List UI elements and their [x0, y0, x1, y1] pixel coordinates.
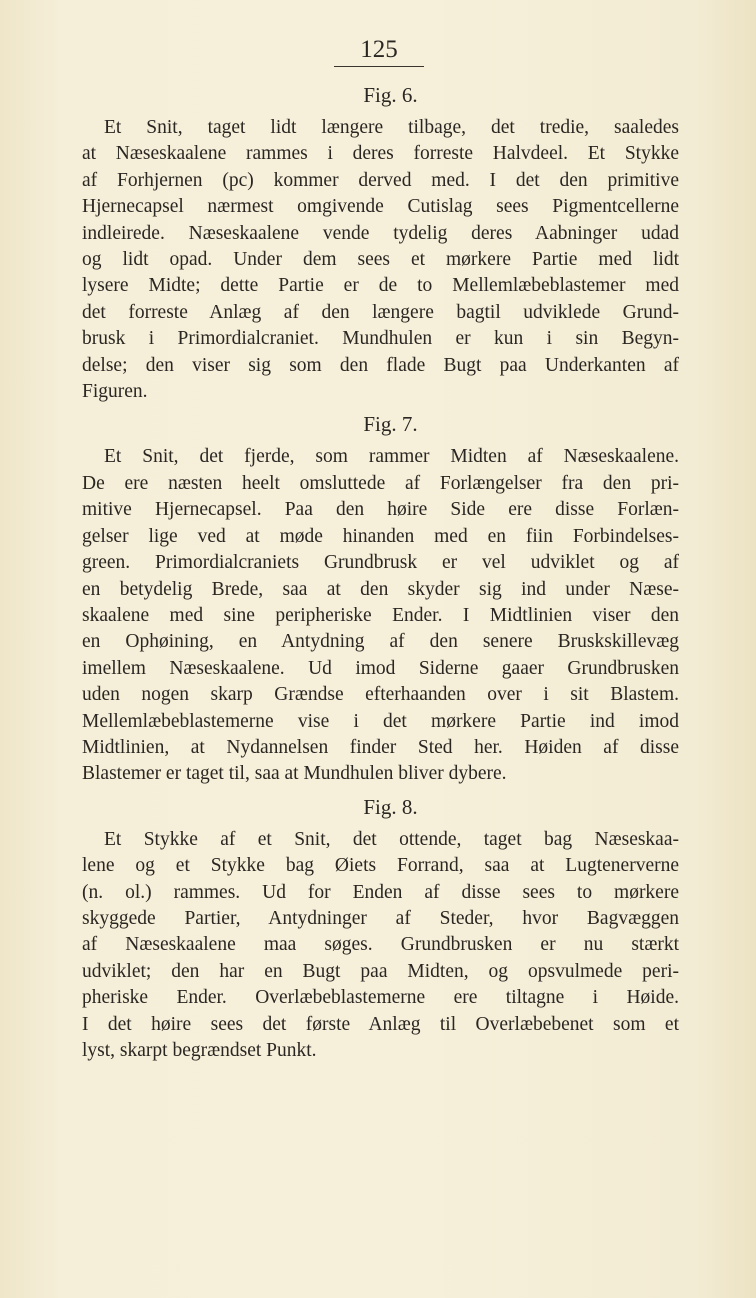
text-line: mitive Hjernecapsel. Paa den høire Side ere disse Forlæn-: [82, 499, 679, 521]
figure-description: [82, 115, 679, 405]
text-line: pheriske Ender. Overlæbeblastemerne ere tiltagne i Høide.: [82, 987, 679, 1009]
text-line: delse; den viser sig som den flade Bugt paa Underkanten af: [82, 354, 679, 376]
text-line: green. Primordialcraniets Grundbrusk er vel udviklet og af: [82, 552, 679, 574]
text-line: Blastemer er taget til, saa at Mundhulen bliver dybere.: [82, 763, 507, 785]
section-fig-8: [82, 794, 679, 1065]
text-line: imellem Næseskaalene. Ud imod Siderne gaaer Grundbrusken: [82, 657, 679, 679]
text-line: af Næseskaalene maa søges. Grundbrusken er nu stærkt: [82, 934, 679, 956]
text-line: De ere næsten heelt omsluttede af Forlængelser fra den pri-: [82, 472, 679, 494]
text-line: lyst, skarpt begrændset Punkt.: [82, 1040, 317, 1061]
text-line: Midtlinien, at Nydannelsen finder Sted her. Høiden af disse: [82, 736, 679, 758]
text-line: det forreste Anlæg af den længere bagtil udviklede Grund-: [82, 301, 679, 323]
text-line: udviklet; den har en Bugt paa Midten, og opsvulmede peri-: [82, 960, 679, 982]
text-line: Et Stykke af et Snit, det ottende, taget bag Næseskaa-: [104, 828, 679, 850]
text-line: skaalene med sine peripheriske Ender. I Midtlinien viser den: [82, 604, 679, 626]
text-line: gelser lige ved at møde hinanden med en fiin Forbindelses-: [82, 525, 679, 547]
text-line: Figuren.: [82, 381, 148, 403]
text-line: Et Snit, taget lidt længere tilbage, det tredie, saaledes: [104, 117, 679, 138]
text-line: uden nogen skarp Grændse efterhaanden over i sit Blastem.: [82, 684, 679, 706]
text-line: indleirede. Næseskaalene vende tydelig deres Aabninger udad: [82, 222, 679, 244]
text-line: og lidt opad. Under dem sees et mørkere Partie med lidt: [82, 249, 679, 271]
section-fig-7: [82, 411, 679, 787]
figure-heading: Fig. 8.: [363, 794, 418, 819]
text-line: lene og et Stykke bag Øiets Forrand, saa at Lugtenerverne: [82, 855, 679, 877]
page-number-rule: [334, 66, 424, 67]
text-line: brusk i Primordialcraniet. Mundhulen er kun i sin Begyn-: [82, 328, 679, 350]
text-line: lysere Midte; dette Partie er de to Mellemlæbeblastemer med: [82, 275, 679, 297]
section-fig-6: [82, 82, 679, 405]
text-line: skyggede Partier, Antydninger af Steder, hvor Bagvæggen: [82, 907, 679, 929]
text-line: Et Snit, det fjerde, som rammer Midten af Næseskaalene.: [104, 446, 679, 468]
text-line: Hjernecapsel nærmest omgivende Cutislag sees Pigmentcellerne: [82, 196, 679, 218]
figure-heading: Fig. 6.: [363, 83, 418, 107]
text-line: at Næseskaalene rammes i deres forreste Halvdeel. Et Stykke: [82, 143, 679, 165]
text-line: en betydelig Brede, saa at den skyder sig ind under Næse-: [82, 578, 679, 600]
page-content: [82, 82, 679, 1070]
text-line: Mellemlæbeblastemerne vise i det mørkere Partie ind imod: [82, 710, 679, 732]
figure-description: [82, 827, 679, 1065]
text-line: af Forhjernen (pc) kommer derved med. I det den primitive: [82, 169, 679, 191]
page-number: 125: [360, 36, 398, 63]
figure-heading: Fig. 7.: [363, 412, 418, 437]
text-line: en Ophøining, en Antydning af den senere Bruskskillevæg: [82, 631, 679, 653]
text-line: I det høire sees det første Anlæg til Overlæbebenet som et: [82, 1013, 679, 1035]
figure-description: [82, 444, 679, 787]
text-line: (n. ol.) rammes. Ud for Enden af disse sees to mørkere: [82, 881, 679, 903]
